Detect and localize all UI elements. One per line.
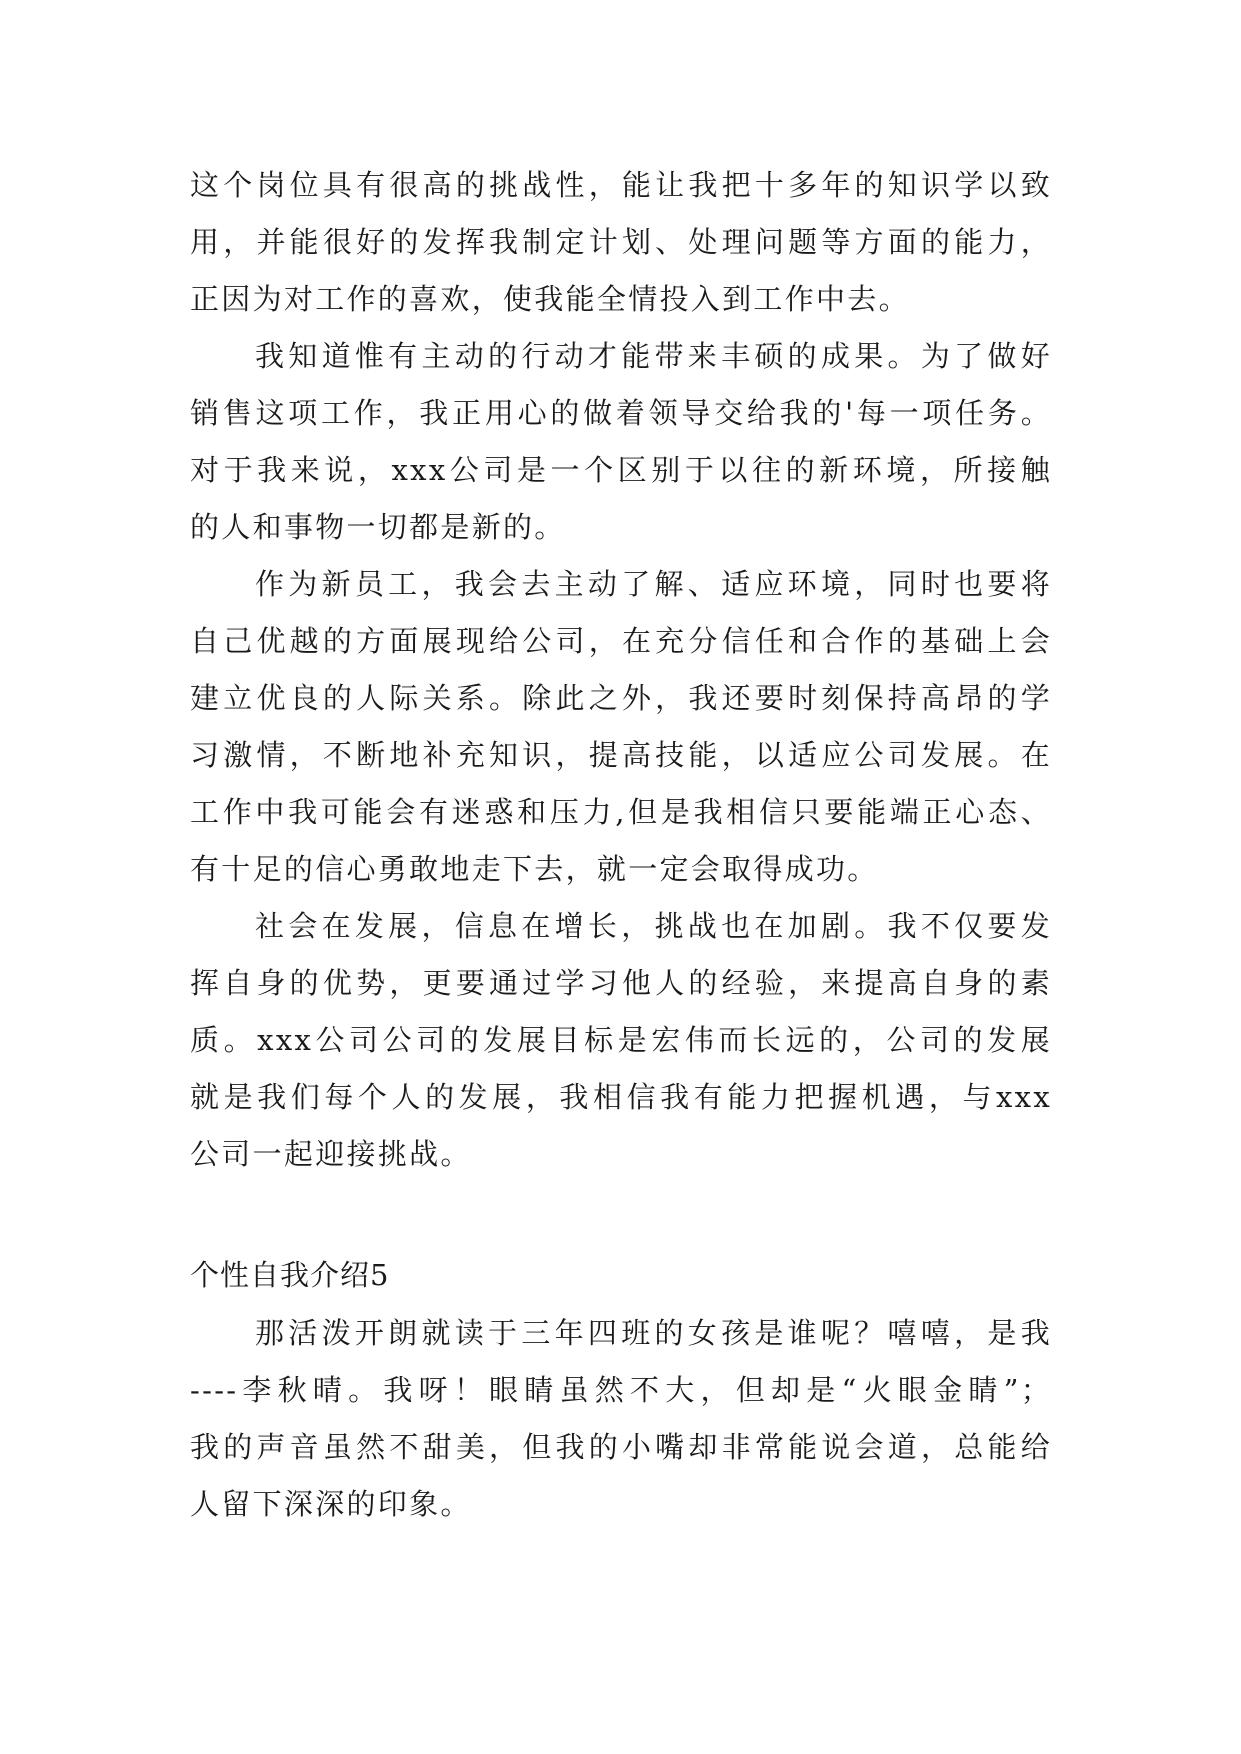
body-text-line: 用，并能很好的发挥我制定计划、处理问题等方面的能力， [190,225,1052,259]
body-text-line: 就是我们每个人的发展，我相信我有能力把握机遇，与xxx [190,1080,1052,1114]
body-text-line: 对于我来说，xxx公司是一个区别于以往的新环境，所接触 [190,453,1052,487]
body-text-line: 公司一起迎接挑战。 [190,1137,472,1171]
body-text-line: 习激情，不断地补充知识，提高技能，以适应公司发展。在 [190,738,1052,772]
body-text-line: 有十足的信心勇敢地走下去，就一定会取得成功。 [190,852,879,886]
body-text-line: 我的声音虽然不甜美，但我的小嘴却非常能说会道，总能给 [190,1430,1052,1464]
body-text-line: 自己优越的方面展现给公司，在充分信任和合作的基础上会 [190,624,1052,658]
body-text-line: 作为新员工，我会去主动了解、适应环境，同时也要将 [255,567,1052,601]
body-text-line: 质。xxx公司公司的发展目标是宏伟而长远的，公司的发展 [190,1023,1052,1057]
body-text-line: 建立优良的人际关系。除此之外，我还要时刻保持高昂的学 [190,681,1052,715]
body-text-line: 人留下深深的印象。 [190,1487,472,1521]
body-text-line: 这个岗位具有很高的挑战性，能让我把十多年的知识学以致 [190,168,1052,202]
body-text-line: 正因为对工作的喜欢，使我能全情投入到工作中去。 [190,282,910,316]
section-heading: 个性自我介绍5 [190,1258,390,1292]
body-text-line: 那活泼开朗就读于三年四班的女孩是谁呢？嘻嘻，是我 [255,1316,1052,1350]
body-text-line: 工作中我可能会有迷惑和压力,但是我相信只要能端正心态、 [190,795,1052,829]
body-text-line: 挥自身的优势，更要通过学习他人的经验，来提高自身的素 [190,966,1052,1000]
body-text-line: ----李秋晴。我呀！眼睛虽然不大，但却是“火眼金睛”； [190,1373,1052,1407]
body-text-line: 的人和事物一切都是新的。 [190,510,566,544]
body-text-line: 我知道惟有主动的行动才能带来丰硕的成果。为了做好 [255,339,1052,373]
body-text-line: 社会在发展，信息在增长，挑战也在加剧。我不仅要发 [255,909,1052,943]
body-text-line: 销售这项工作，我正用心的做着领导交给我的'每一项任务。 [190,396,1052,430]
